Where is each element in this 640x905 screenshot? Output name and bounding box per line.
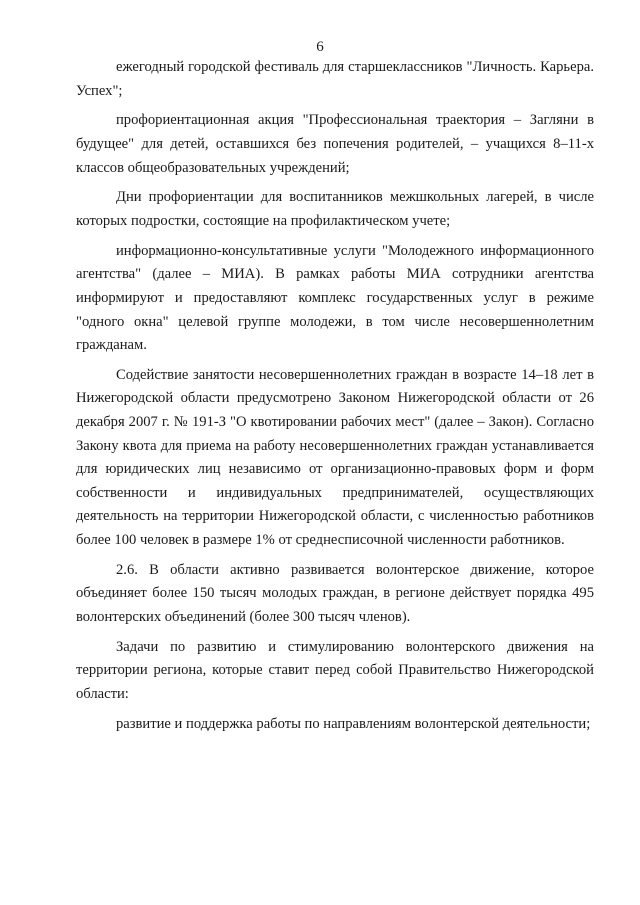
paragraph-youth-agency: информационно-консультативные услуги "Молодежного информационного агентства" (далее – МИА). В рамках работы МИА сотрудники агентства информируют и предоставляют комплекс государственных услуг в режиме "одного окна" целевой группе молодежи, в том числе несовершеннолетним гражданам.	[76, 242, 594, 354]
document-body	[76, 56, 594, 743]
page-number: 6	[316, 39, 324, 55]
paragraph-volunteer-support: развитие и поддержка работы по направлениям волонтерской деятельности;	[116, 715, 591, 732]
paragraph-festival: ежегодный городской фестиваль для старшеклассников "Личность. Карьера. Успех";	[76, 59, 594, 99]
paragraph-career-action: профориентационная акция "Профессиональная траектория – Загляни в будущее" для детей, оставшихся без попечения родителей, – учащихся 8–11-х классов общеобразовательных учреждений;	[76, 112, 594, 176]
paragraph-employment-quota: Содействие занятости несовершеннолетних граждан в возрасте 14–18 лет в Нижегородской области предусмотрено Законом Нижегородской области от 26 декабря 2007 г. № 191-З "О квотировании рабочих мест" (далее – Закон). Согласно Закону квота для приема на работу несовершеннолетних граждан устанавливается для юридических лиц независимо от организационно-правовых форм и форм собственности и индивидуальных предпринимателей, осуществляющих деятельность на территории Нижегородской области, с численностью работников более 100 человек в размере 1% от среднесписочной численности работников.	[76, 366, 594, 549]
paragraph-career-days: Дни профориентации для воспитанников межшкольных лагерей, в числе которых подростки, состоящие на профилактическом учете;	[76, 189, 594, 229]
paragraph-volunteer-movement: 2.6. В области активно развивается волонтерское движение, которое объединяет более 150 тысяч молодых граждан, в регионе действует порядка 495 волонтерских объединений (более 300 тысяч членов).	[76, 561, 594, 625]
paragraph-volunteer-tasks: Задачи по развитию и стимулированию волонтерского движения на территории региона, которые ставит перед собой Правительство Нижегородской области:	[76, 638, 594, 702]
